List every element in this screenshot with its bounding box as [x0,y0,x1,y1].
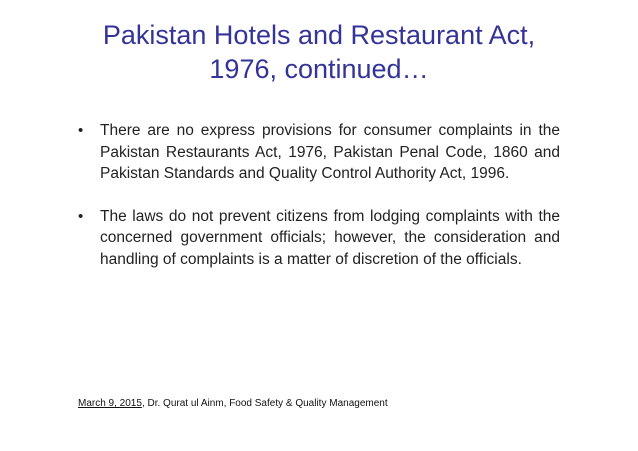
bullet-icon: • [78,122,84,139]
footer-date: March 9, 2015 [78,398,142,409]
bullet-item [78,206,560,271]
footer-author-course: , Dr. Qurat ul Ainm, Food Safety & Quality Management [141,398,388,409]
slide-title-line-2: 1976, continued… [209,54,429,84]
slide-title [40,18,598,86]
slide-footer [78,397,388,410]
slide-title-line-1: Pakistan Hotels and Restaurant Act, [102,20,536,50]
bullet-item [78,120,560,185]
bullet-text: The laws do not prevent citizens from lodging complaints with the concerned government officials; however, the consideration and handling of complaints is a matter of discretion of the officials. [100,207,560,268]
bullet-icon: • [78,207,84,225]
bullet-text: There are no express provisions for consumer complaints in the Pakistan Restaurants Act, 1976, Pakistan Penal Code, 1860 and Pakistan Standards and Quality Control Authority Act, 1996. [100,122,560,182]
bullet-list [78,120,560,270]
